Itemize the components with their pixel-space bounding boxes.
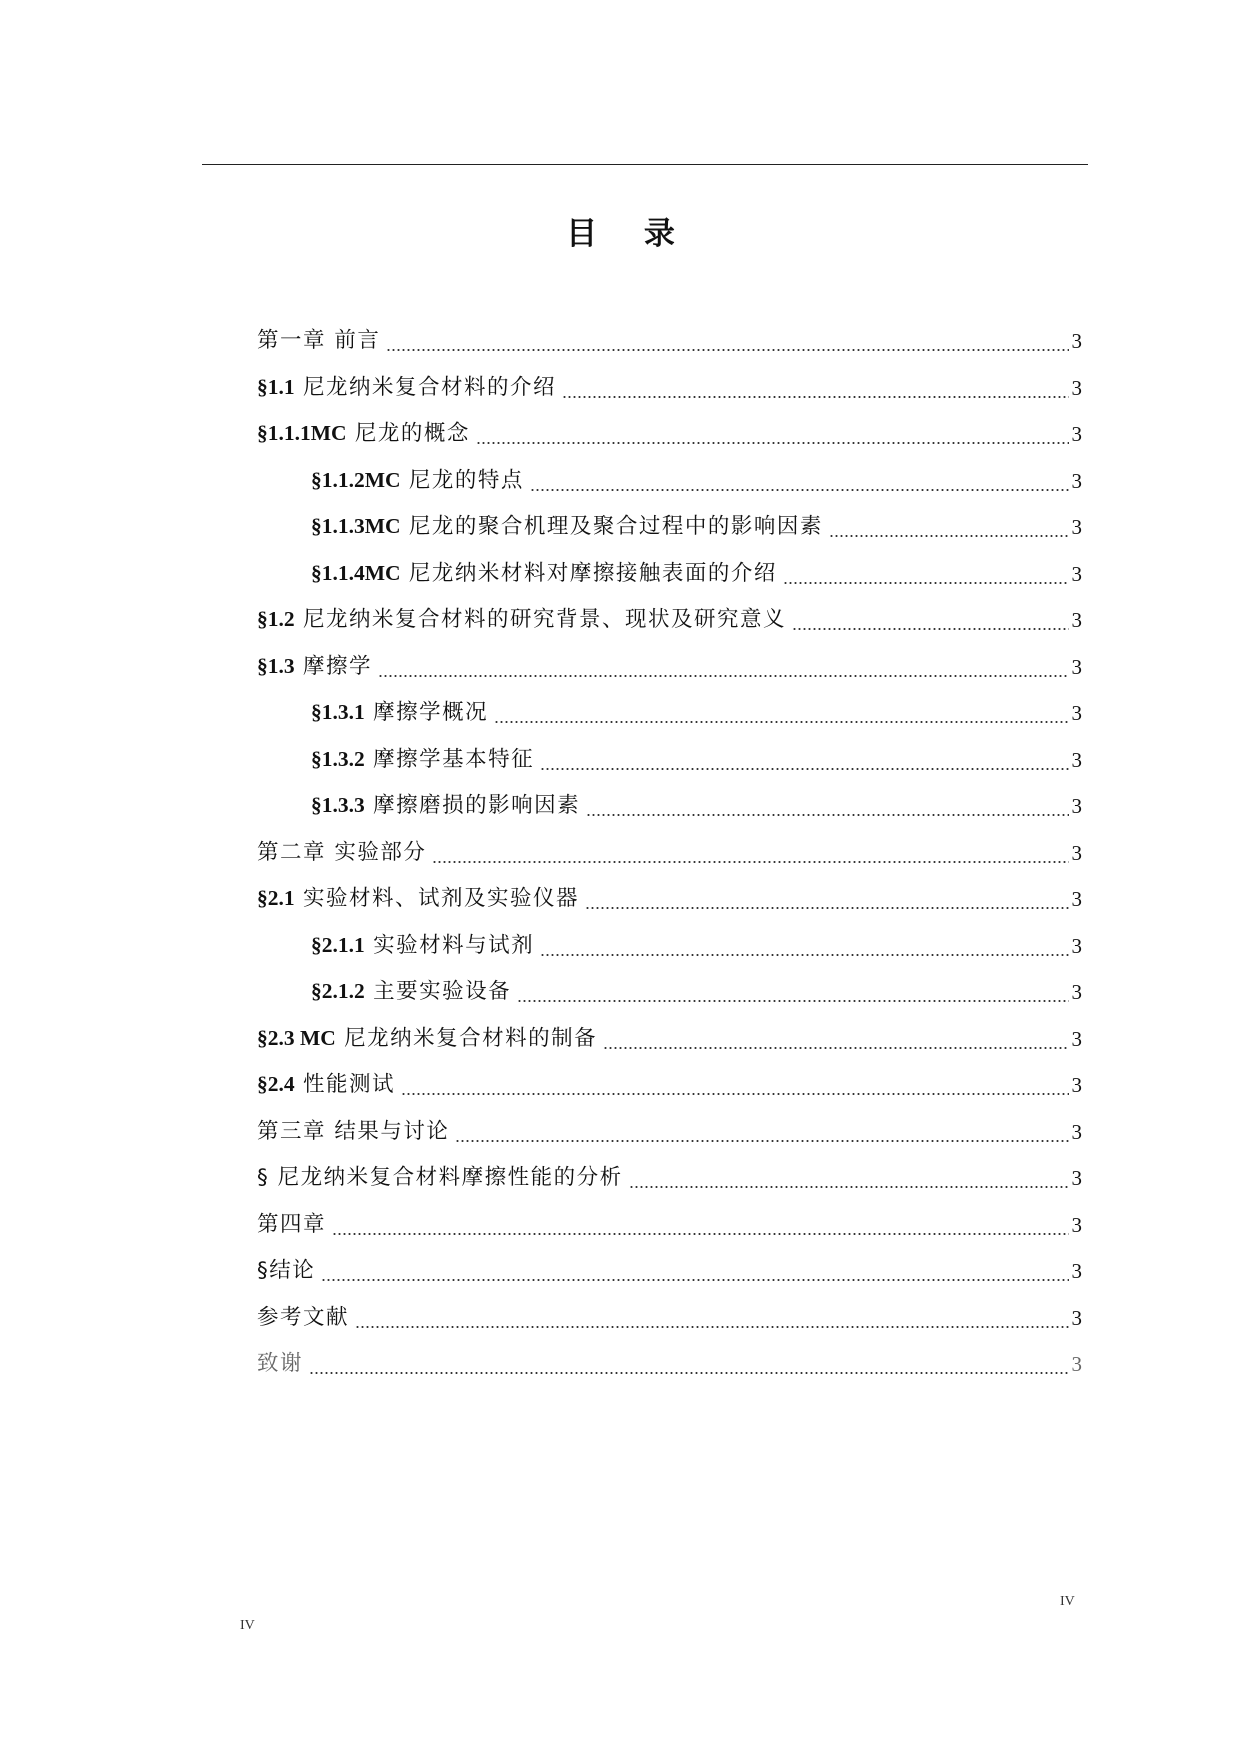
toc-entry[interactable] (257, 878, 1082, 914)
toc-entry-text: 致谢 (257, 1351, 304, 1376)
toc-page-number: 3 (1071, 329, 1082, 353)
toc-dot-leader (432, 838, 1068, 868)
toc-page-number: 3 (1071, 468, 1082, 493)
toc-entry[interactable] (257, 1204, 1082, 1240)
toc-dot-leader (309, 1349, 1068, 1379)
toc-entry-label (311, 976, 511, 1007)
page-title: 目 录 (566, 216, 693, 252)
toc-dot-leader (783, 559, 1069, 589)
toc-entry-number: §1.3.2 (311, 746, 365, 771)
toc-page-number: 3 (1071, 701, 1082, 725)
toc-entry-number: §1.2 (257, 607, 295, 631)
toc-page-number: 3 (1071, 794, 1082, 818)
toc-entry-text: 尼龙的概念 (346, 421, 470, 446)
toc-entry[interactable] (257, 1157, 1082, 1193)
toc-entry-number: §1.3 (257, 653, 295, 678)
toc-entry-label (257, 1256, 315, 1286)
page-number-bottom: IV (240, 1618, 255, 1633)
toc-entry-text: 摩擦学概况 (364, 700, 489, 725)
toc-page-number: 3 (1071, 980, 1082, 1004)
toc-entry-text: 第一章 前言 (257, 328, 381, 353)
toc-dot-leader (585, 884, 1069, 914)
toc-page-number: 3 (1071, 933, 1082, 958)
toc-entry-number: §2.3 MC (257, 1025, 336, 1050)
toc-page-number: 3 (1071, 1259, 1082, 1283)
toc-entry-label (257, 1210, 326, 1240)
toc-entry-label (311, 697, 488, 728)
toc-page-number: 3 (1071, 1073, 1082, 1097)
toc-entry-number: §2.1 (257, 886, 295, 910)
toc-dot-leader (792, 605, 1069, 635)
toc-entry-text: 摩擦学 (294, 653, 372, 679)
toc-entry-label (257, 1023, 597, 1054)
toc-page-number: 3 (1071, 887, 1082, 911)
toc-dot-leader (629, 1163, 1069, 1193)
toc-entry-text: 尼龙纳米复合材料的介绍 (294, 374, 556, 400)
toc-entry-label (257, 326, 380, 356)
toc-entry[interactable] (257, 1018, 1082, 1054)
toc-entry-text: 尼龙纳米复合材料的制备 (335, 1025, 598, 1051)
toc-entry-number: §1.3.3 (311, 793, 365, 817)
toc-entry-label (257, 604, 786, 635)
toc-page-number: 3 (1071, 422, 1082, 446)
toc-entry[interactable] (257, 1297, 1082, 1333)
toc-dot-leader (378, 652, 1069, 682)
toc-entry-label (257, 1069, 395, 1100)
toc-page-number: 3 (1071, 1212, 1082, 1237)
toc-dot-leader (455, 1117, 1068, 1147)
toc-entry[interactable] (257, 832, 1082, 868)
toc-entry-text: 尼龙纳米复合材料的研究背景、现状及研究意义 (294, 607, 786, 632)
toc-entry[interactable] (257, 413, 1082, 449)
toc-entry[interactable] (257, 367, 1082, 403)
toc-dot-leader (586, 791, 1068, 821)
toc-entry-number: §1.3.1 (311, 700, 365, 724)
toc-entry[interactable] (257, 1064, 1082, 1100)
toc-dot-leader (476, 419, 1069, 449)
toc-entry-text: 第二章 实验部分 (257, 839, 427, 865)
toc-entry-text: § 尼龙纳米复合材料摩擦性能的分析 (257, 1165, 623, 1190)
toc-entry-text: §结论 (257, 1258, 316, 1283)
toc-entry-text: 尼龙的聚合机理及聚合过程中的影响因素 (400, 514, 823, 539)
toc-entry-label (257, 883, 579, 914)
toc-entry[interactable] (257, 1111, 1082, 1147)
toc-entry-label (257, 372, 556, 403)
toc-entry-label (257, 1303, 349, 1333)
toc-entry-text: 第三章 结果与讨论 (257, 1118, 450, 1144)
toc-entry[interactable] (257, 599, 1082, 635)
toc-entry-label (311, 465, 524, 496)
toc-page-number: 3 (1071, 747, 1082, 772)
page-number-top: IV (1060, 1594, 1075, 1609)
toc-entry-label (257, 838, 426, 868)
toc-entry[interactable] (311, 739, 1082, 775)
toc-page-number: 3 (1071, 608, 1082, 632)
toc-entry-text: 第四章 (257, 1211, 327, 1237)
toc-entry-label (257, 418, 470, 449)
toc-entry-text: 实验材料、试剂及实验仪器 (294, 886, 579, 911)
toc-page-number: 3 (1071, 1166, 1082, 1190)
toc-page-number: 3 (1071, 375, 1082, 400)
toc-dot-leader (321, 1256, 1068, 1286)
toc-entry[interactable] (257, 646, 1082, 682)
toc-entry-text: 参考文献 (257, 1304, 350, 1330)
toc-entry-text: 尼龙的特点 (400, 467, 524, 493)
toc-dot-leader (603, 1024, 1068, 1054)
toc-page-number: 3 (1071, 515, 1082, 539)
toc-entry-number: §1.1 (257, 374, 295, 399)
toc-entry-number: §1.1.1MC (257, 421, 347, 445)
toc-entry-label (257, 1163, 623, 1193)
toc-entry-text: 性能测试 (294, 1072, 395, 1097)
toc-entry-text: 尼龙纳米材料对摩擦接触表面的介绍 (400, 560, 777, 586)
toc-dot-leader (494, 698, 1068, 728)
toc-entry-number: §2.1.1 (311, 932, 365, 957)
toc-entry-label (311, 511, 823, 542)
toc-entry-label (257, 1117, 449, 1147)
toc-entry-number: §2.1.2 (311, 979, 365, 1003)
toc-entry-text: 摩擦磨损的影响因素 (364, 793, 581, 818)
toc-entry[interactable] (311, 692, 1082, 728)
toc-entry-label (311, 744, 534, 775)
toc-dot-leader (386, 326, 1068, 356)
toc-entry[interactable] (311, 553, 1082, 589)
toc-page-number: 3 (1071, 1305, 1082, 1330)
toc-dot-leader (332, 1210, 1068, 1240)
toc-entry[interactable] (257, 320, 1082, 356)
toc-entry-label (311, 790, 580, 821)
toc-entry[interactable] (257, 1250, 1082, 1286)
toc-entry[interactable] (311, 925, 1082, 961)
toc-entry-number: §1.1.3MC (311, 514, 401, 538)
toc-entry-number: §2.4 (257, 1072, 295, 1096)
toc-dot-leader (540, 931, 1068, 961)
toc-entry[interactable] (311, 460, 1082, 496)
toc-page-number: 3 (1071, 840, 1082, 865)
toc-entry-label (311, 930, 534, 961)
toc-dot-leader (517, 977, 1068, 1007)
toc-dot-leader (562, 373, 1069, 403)
toc-entry-text: 摩擦学基本特征 (364, 746, 535, 772)
toc-dot-leader (829, 512, 1069, 542)
toc-dot-leader (540, 745, 1068, 775)
toc-entry[interactable] (311, 971, 1082, 1007)
toc-entry-number: §1.1.2MC (311, 467, 401, 492)
toc-dot-leader (530, 466, 1069, 496)
toc-dot-leader (401, 1070, 1069, 1100)
toc-page-number: 3 (1071, 1352, 1082, 1376)
toc-entry-text: 主要实验设备 (364, 979, 512, 1004)
toc-page-number: 3 (1071, 1119, 1082, 1144)
toc-entry-label (311, 558, 777, 589)
toc-page-number: 3 (1071, 654, 1082, 679)
toc-entry-label (257, 651, 372, 682)
toc-entry[interactable] (311, 785, 1082, 821)
toc-entry-text: 实验材料与试剂 (364, 932, 535, 958)
toc-page-number: 3 (1071, 1026, 1082, 1051)
toc-entry-label (257, 1349, 303, 1379)
toc-entry[interactable] (257, 1343, 1082, 1379)
toc-entry-number: §1.1.4MC (311, 560, 401, 585)
toc-dot-leader (355, 1303, 1068, 1333)
toc-entry[interactable] (311, 506, 1082, 542)
toc-page-number: 3 (1071, 561, 1082, 586)
